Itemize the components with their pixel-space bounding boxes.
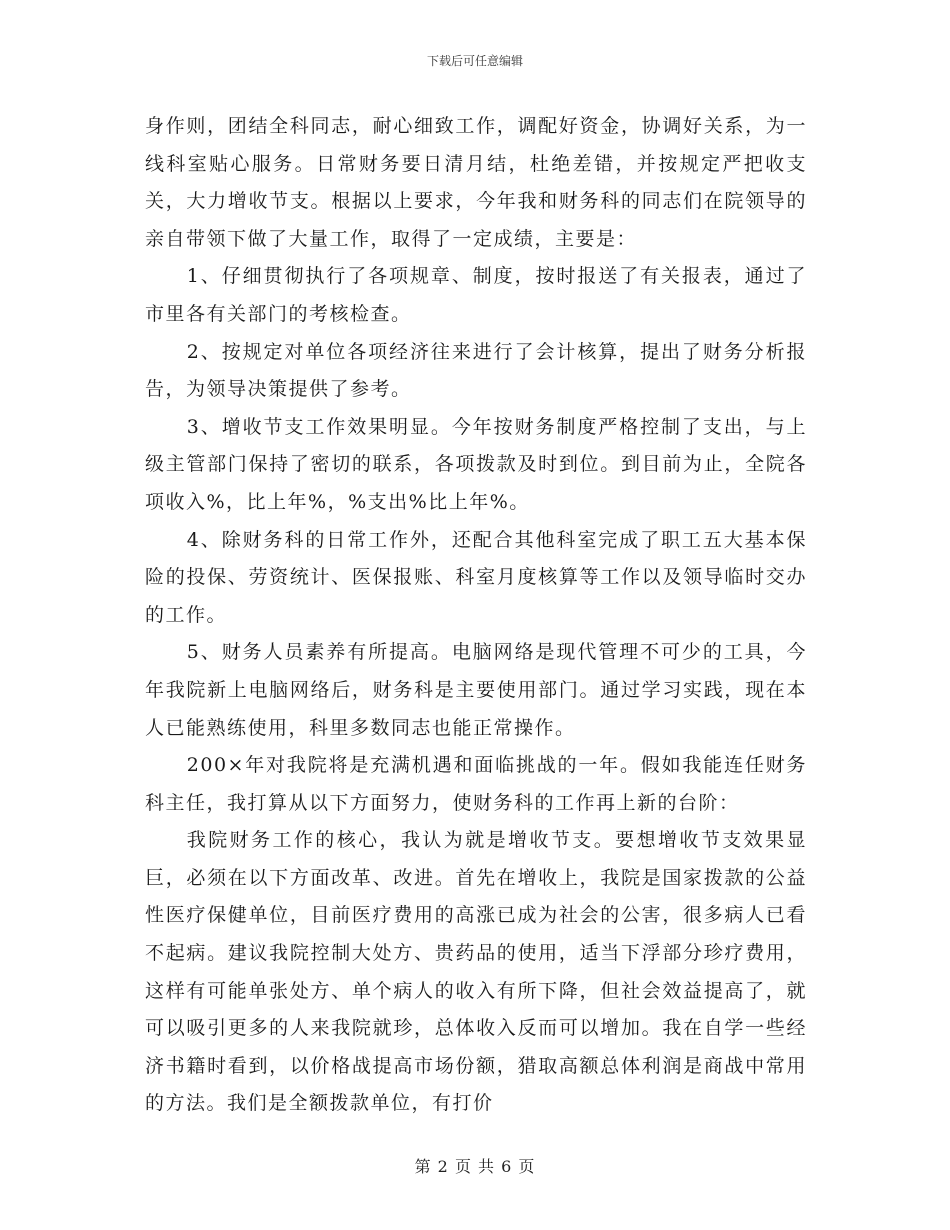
paragraph-2: 1、仔细贯彻执行了各项规章、制度，按时报送了有关报表，通过了市里各有关部门的考核检查。 xyxy=(145,265,807,325)
paragraph-7: 200×年对我院将是充满机遇和面临挑战的一年。假如我能连任财务科主任，我打算从以下方面努力，使财务科的工作再上新的台阶： xyxy=(145,754,807,814)
document-body xyxy=(145,108,807,1123)
paragraph-8: 我院财务工作的核心，我认为就是增收节支。要想增收节支效果显巨，必须在以下方面改革、改进。首先在增收上，我院是国家拨款的公益性医疗保健单位，目前医疗费用的高涨已成为社会的公害，很多病人已看不起病。建议我院控制大处方、贵药品的使用，适当下浮部分珍疗费用，这样有可能单张处方、单个病人的收入有所下降，但社会效益提高了，就可以吸引更多的人来我院就珍，总体收入反而可以增加。我在自学一些经济书籍时看到，以价格战提高市场份额，猎取高额总体利润是商战中常用的方法。我们是全额拨款单位，有打价 xyxy=(145,829,807,1115)
page-number: 第 2 页 共 6 页 xyxy=(414,1157,536,1176)
paragraph-6: 5、财务人员素养有所提高。电脑网络是现代管理不可少的工具，今年我院新上电脑网络后，财务科是主要使用部门。通过学习实践，现在本人已能熟练使用，科里多数同志也能正常操作。 xyxy=(145,641,807,739)
paragraph-3: 2、按规定对单位各项经济往来进行了会计核算，提出了财务分析报告，为领导决策提供了参考。 xyxy=(145,340,807,401)
paragraph-4: 3、增收节支工作效果明显。今年按财务制度严格控制了支出，与上级主管部门保持了密切的联系，各项拨款及时到位。到目前为止，全院各项收入%，比上年%，%支出%比上年%。 xyxy=(145,415,807,513)
paragraph-5: 4、除财务科的日常工作外，还配合其他科室完成了职工五大基本保险的投保、劳资统计、医保报账、科室月度核算等工作以及领导临时交办的工作。 xyxy=(145,528,807,626)
page-header: 下载后可任意编辑 xyxy=(426,54,523,68)
paragraph-1: 身作则，团结全科同志，耐心细致工作，调配好资金，协调好关系，为一线科室贴心服务。日常财务要日清月结，杜绝差错，并按规定严把收支关，大力增收节支。根据以上要求，今年我和财务科的同志们在院领导的亲自带领下做了大量工作，取得了一定成绩，主要是： xyxy=(145,115,807,250)
